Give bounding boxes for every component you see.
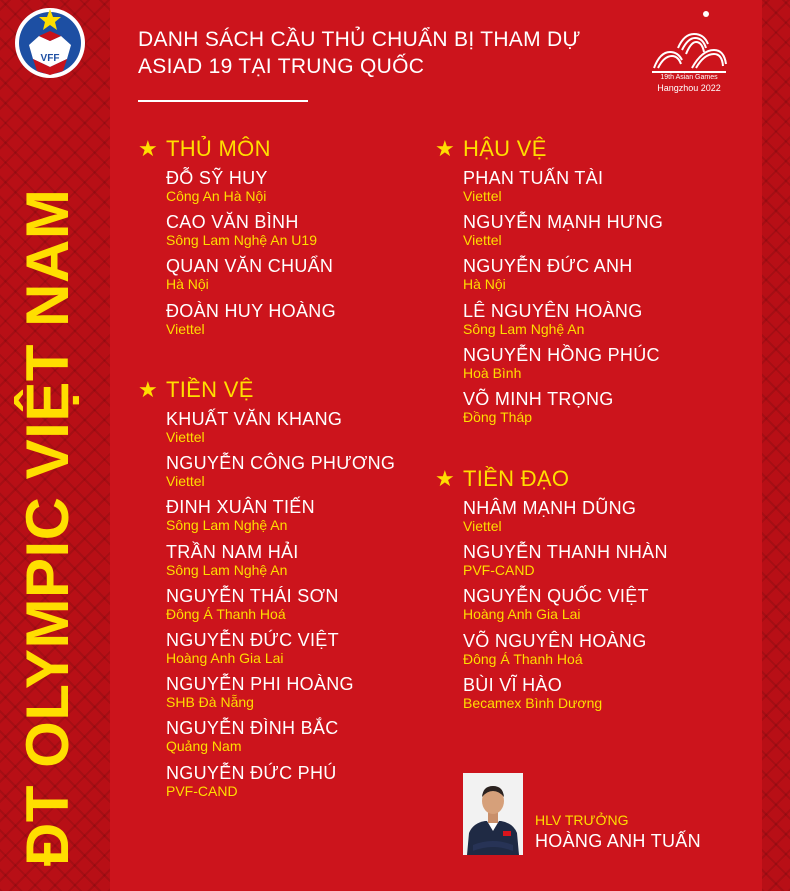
player-name: NGUYỄN QUỐC VIỆT <box>463 586 649 607</box>
player-name: ĐOÀN HUY HOÀNG <box>166 300 336 321</box>
asian-games-city: Hangzhou 2022 <box>657 83 721 93</box>
player-name: NGUYỄN MẠNH HƯNG <box>463 212 664 233</box>
section-title: TIỀN VỆ <box>166 377 254 402</box>
section-goalkeepers <box>138 134 336 345</box>
player-club: Đồng Tháp <box>463 408 533 425</box>
player-item <box>166 168 336 212</box>
player-name: NGUYỄN THANH NHÀN <box>463 542 668 563</box>
player-club: PVF-CAND <box>166 782 238 799</box>
star-icon: ★ <box>138 136 158 161</box>
player-club: Sông Lam Nghệ An <box>463 320 585 337</box>
player-club: Viettel <box>463 188 502 204</box>
asian-games-caption: 19th Asian Games <box>660 74 718 81</box>
player-club: Đông Á Thanh Hoá <box>463 650 583 667</box>
player-name: NHÂM MẠNH DŨNG <box>463 498 637 518</box>
player-name: NGUYỄN ĐỨC PHÚ <box>166 762 337 783</box>
player-club: Sông Lam Nghệ An <box>166 517 288 534</box>
player-club: PVF-CAND <box>463 562 535 579</box>
player-name: QUAN VĂN CHUẨN <box>166 256 334 277</box>
player-name: KHUẤT VĂN KHANG <box>166 409 343 429</box>
player-item <box>463 389 663 433</box>
player-club: Hoàng Anh Gia Lai <box>166 649 284 666</box>
vff-logo-icon <box>13 3 87 81</box>
player-name: VÕ NGUYÊN HOÀNG <box>463 630 647 651</box>
section-midfielders <box>138 375 395 807</box>
section-forwards <box>435 464 668 719</box>
player-club: Viettel <box>166 473 205 490</box>
coach-photo <box>463 773 523 855</box>
player-item <box>463 168 663 212</box>
title-line-2: ASIAD 19 TẠI TRUNG QUỐC <box>138 55 425 78</box>
player-name: VÕ MINH TRỌNG <box>463 388 614 409</box>
player-item <box>166 674 395 718</box>
player-club: Viettel <box>463 232 502 249</box>
player-item <box>166 256 336 300</box>
player-item <box>166 453 395 497</box>
player-item <box>166 301 336 345</box>
player-club: Hoàng Anh Gia Lai <box>463 606 581 623</box>
coach-portrait-icon <box>463 773 523 855</box>
player-club: Quảng Nam <box>166 738 242 755</box>
player-club: Becamex Bình Dương <box>463 694 603 711</box>
star-icon: ★ <box>435 136 455 161</box>
page-title <box>138 26 581 80</box>
star-icon: ★ <box>435 466 455 491</box>
player-name: ĐỖ SỸ HUY <box>166 168 268 188</box>
player-item <box>166 542 395 586</box>
vff-logo-text: VFF <box>40 53 60 64</box>
player-name: CAO VĂN BÌNH <box>166 212 299 233</box>
player-item <box>463 631 668 675</box>
player-item <box>463 675 668 719</box>
player-item <box>463 542 668 586</box>
vertical-title: ĐT OLYMPIC VIỆT NAM <box>14 188 81 866</box>
player-club: Công An Hà Nội <box>166 188 267 204</box>
player-item <box>463 586 668 630</box>
player-club: Viettel <box>463 518 502 534</box>
player-club: Sông Lam Nghệ An <box>166 561 288 578</box>
player-name: NGUYỄN ĐỨC ANH <box>463 256 633 277</box>
player-name: LÊ NGUYÊN HOÀNG <box>463 300 643 321</box>
player-name: NGUYỄN CÔNG PHƯƠNG <box>166 453 396 474</box>
star-icon: ★ <box>138 377 158 402</box>
player-name: NGUYỄN HỒNG PHÚC <box>463 344 660 365</box>
player-item <box>166 718 395 762</box>
title-line-1: DANH SÁCH CẦU THỦ CHUẨN BỊ THAM DỰ <box>138 28 581 51</box>
player-club: Hà Nội <box>166 276 209 293</box>
player-item <box>463 212 663 256</box>
player-item <box>166 409 395 453</box>
section-title: HẬU VỆ <box>463 136 547 161</box>
player-name: TRẦN NAM HẢI <box>166 541 299 562</box>
player-item <box>166 630 395 674</box>
right-pattern-strip <box>762 0 790 891</box>
player-item <box>166 497 395 541</box>
player-item <box>166 763 395 807</box>
player-name: NGUYỄN PHI HOÀNG <box>166 674 354 695</box>
section-defenders <box>435 134 663 433</box>
player-name: PHAN TUẤN TÀI <box>463 168 604 188</box>
coach-role: HLV TRƯỞNG <box>535 812 629 828</box>
player-name: NGUYỄN ĐỨC VIỆT <box>166 629 339 650</box>
player-item <box>463 256 663 300</box>
player-club: Hà Nội <box>463 276 506 293</box>
section-title: TIỀN ĐẠO <box>463 466 570 491</box>
coach-name: HOÀNG ANH TUẤN <box>535 831 701 851</box>
player-item <box>463 498 668 542</box>
player-item <box>463 345 663 389</box>
player-name: ĐINH XUÂN TIẾN <box>166 497 315 518</box>
title-divider <box>138 100 308 102</box>
player-club: Sông Lam Nghệ An U19 <box>166 232 317 249</box>
player-item <box>166 586 395 630</box>
player-club: Đông Á Thanh Hoá <box>166 605 286 622</box>
player-name: BÙI VĨ HÀO <box>463 674 563 695</box>
player-item <box>463 301 663 345</box>
player-item <box>166 212 336 256</box>
player-club: Hoà Bình <box>463 364 522 381</box>
player-name: NGUYỄN ĐÌNH BẮC <box>166 718 339 739</box>
player-club: SHB Đà Nẵng <box>166 694 254 711</box>
player-name: NGUYỄN THÁI SƠN <box>166 585 339 606</box>
player-club: Viettel <box>166 429 205 445</box>
player-club: Viettel <box>166 320 205 337</box>
section-title: THỦ MÔN <box>166 136 271 161</box>
